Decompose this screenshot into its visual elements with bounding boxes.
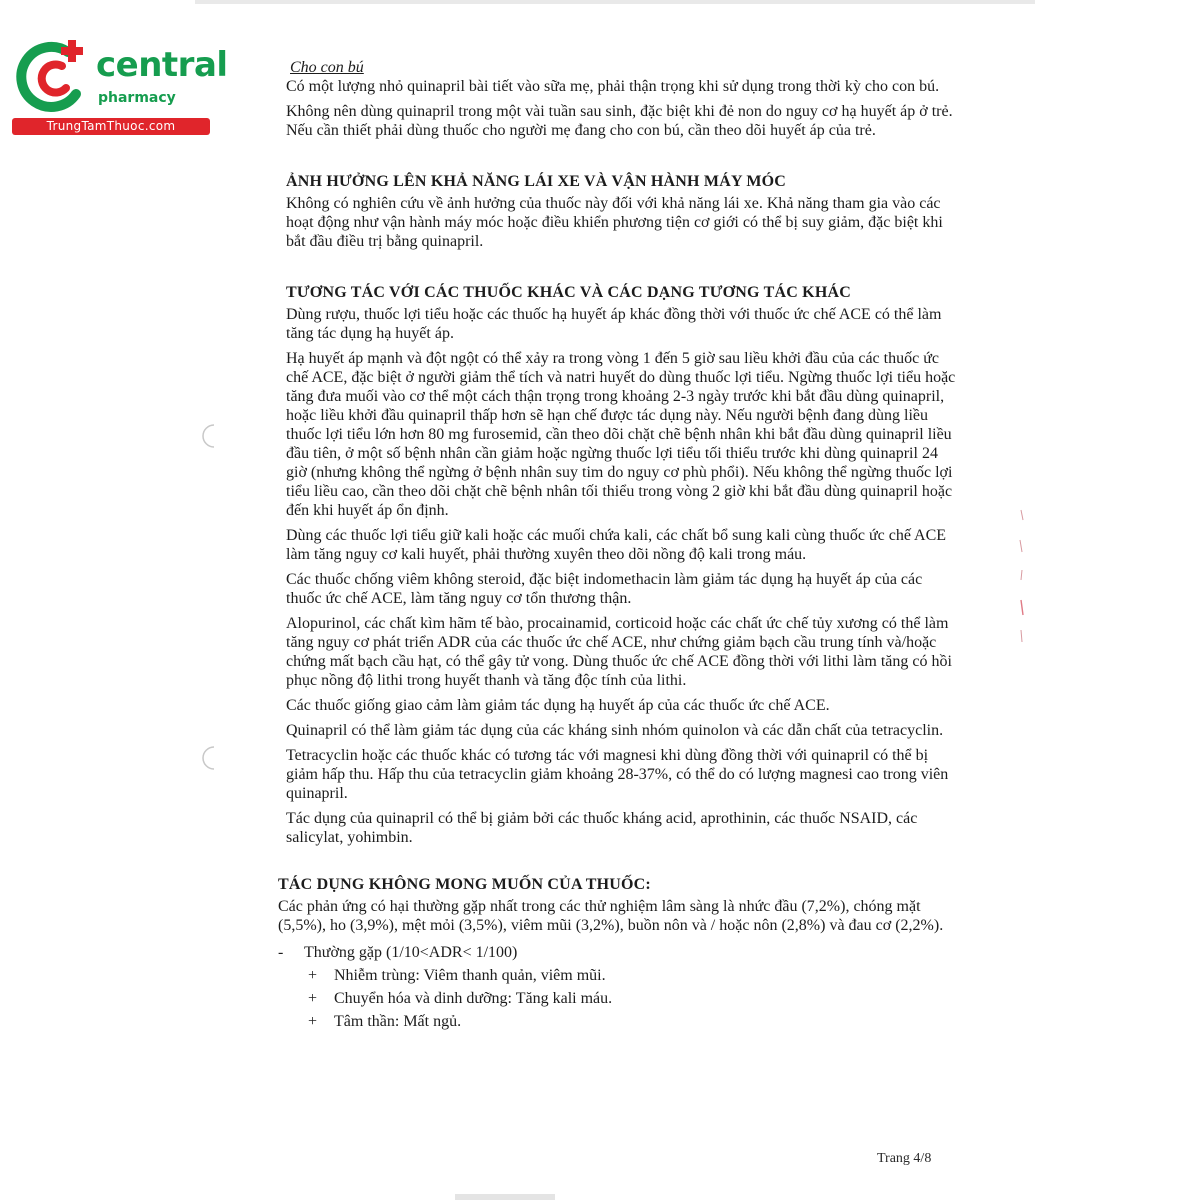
logo-website-banner[interactable]: TrungTamThuoc.com bbox=[12, 118, 210, 135]
paragraph: Không có nghiên cứu về ảnh hưởng của thuốc này đối với khả năng lái xe. Khả năng tham gia vào các hoạt động như vận hành máy móc hoặc điều khiển phương tiện cơ giới có thể bị suy giảm, đặc biệt khi bắt đầu điều trị bằng quinapril. bbox=[286, 195, 943, 250]
list-item-text: Tâm thần: Mất ngủ. bbox=[334, 1013, 462, 1030]
list-item bbox=[278, 941, 958, 964]
punch-hole-mark bbox=[202, 745, 216, 771]
paragraph: Alopurinol, các chất kìm hãm tế bào, procainamid, corticoid hoặc các chất ức chế tủy xương có thể làm tăng nguy cơ phát triển ADR của các thuốc ức chế ACE, như chứng giảm bạch cầu trung tính và/hoặc chứng mất bạch cầu hạt, có thể gây tử vong. Dùng thuốc ức chế ACE đồng thời với lithi làm tăng có hồi phục nồng độ lithi trong huyết thanh và tăng độc tính của lithi. bbox=[286, 615, 952, 689]
paragraph: Dùng các thuốc lợi tiểu giữ kali hoặc các muối chứa kali, các chất bổ sung kali cùng thuốc ức chế ACE làm tăng nguy cơ kali huyết, phải thường xuyên theo dõi nồng độ kali trong máu. bbox=[286, 527, 947, 563]
list-item bbox=[278, 987, 958, 1010]
list-item bbox=[278, 1010, 958, 1033]
list-item-text: Chuyển hóa và dinh dưỡng: Tăng kali máu. bbox=[334, 990, 613, 1007]
margin-stamp-marks bbox=[1015, 500, 1029, 660]
paragraph: Quinapril có thể làm giảm tác dụng của các kháng sinh nhóm quinolon và các dẫn chất của tetracyclin. bbox=[286, 722, 944, 739]
paragraph: Hạ huyết áp mạnh và đột ngột có thể xảy ra trong vòng 1 đến 5 giờ sau liều khởi đầu của các thuốc ức chế ACE, đặc biệt ở người giảm thể tích và natri huyết do dùng thuốc lợi tiểu. Ngừng thuốc lợi tiểu hoặc tăng đưa muối vào cơ thể một cách thận trọng trong khoảng 2-3 ngày trước khi bắt đầu dùng quinapril, hoặc liều khởi đầu quinapril thấp hơn sẽ hạn chế được tác dụng này. Nếu người bệnh đang dùng liều thuốc lợi tiểu lớn hơn 80 mg furosemid, cần theo dõi chặt chẽ bệnh nhân khi bắt đầu dùng quinapril liều đầu tiên, ở một số bệnh nhân cần giảm hoặc ngừng thuốc lợi tiểu tối thiểu trước khi dùng quinapril 24 giờ (nhưng không thể ngừng ở bệnh nhân suy tim do nguy cơ phù phổi). Nếu không thể ngừng thuốc lợi tiểu liều cao, cần theo dõi chặt chẽ bệnh nhân tối thiểu trong vòng 2 giờ khi bắt đầu dùng quinapril hoặc đến khi huyết áp ổn định. bbox=[286, 350, 956, 519]
page-number: Trang 4/8 bbox=[877, 1151, 932, 1166]
plus-bullet: + bbox=[308, 1013, 318, 1030]
logo-subtitle: pharmacy bbox=[98, 90, 176, 106]
dash-bullet: - bbox=[278, 944, 284, 961]
section-heading-interactions: TƯƠNG TÁC VỚI CÁC THUỐC KHÁC VÀ CÁC DẠNG TƯƠNG TÁC KHÁC bbox=[286, 284, 851, 301]
section-heading-driving: ẢNH HƯỞNG LÊN KHẢ NĂNG LÁI XE VÀ VẬN HÀNH MÁY MÓC bbox=[286, 173, 787, 190]
paragraph: Có một lượng nhỏ quinapril bài tiết vào sữa mẹ, phải thận trọng khi sử dụng trong thời kỳ cho con bú. bbox=[286, 78, 940, 95]
list-item-text: Nhiễm trùng: Viêm thanh quản, viêm mũi. bbox=[334, 967, 606, 984]
leaflet-content bbox=[278, 58, 958, 1033]
list-item bbox=[278, 964, 958, 987]
scan-edge-top bbox=[195, 0, 1035, 4]
paragraph: Tác dụng của quinapril có thể bị giảm bởi các thuốc kháng acid, aprothinin, các thuốc NSAID, các salicylat, yohimbin. bbox=[286, 810, 918, 846]
paragraph: Các thuốc giống giao cảm làm giảm tác dụng hạ huyết áp của các thuốc ức chế ACE. bbox=[286, 697, 830, 714]
paragraph: Các phản ứng có hại thường gặp nhất trong các thử nghiệm lâm sàng là nhức đầu (7,2%), chóng mặt (5,5%), ho (3,9%), mệt mỏi (3,5%), viêm mũi (3,2%), buồn nôn và / hoặc nôn (2,8%) và đau cơ (2,2%). bbox=[278, 898, 944, 934]
central-pharmacy-logo[interactable] bbox=[10, 38, 228, 138]
punch-hole-mark bbox=[202, 423, 216, 449]
scan-edge-bottom bbox=[455, 1194, 555, 1200]
plus-bullet: + bbox=[308, 967, 318, 984]
pharmacy-cross-icon bbox=[10, 38, 94, 118]
list-item-text: Thường gặp (1/10<ADR< 1/100) bbox=[304, 944, 518, 961]
paragraph: Không nên dùng quinapril trong một vài tuần sau sinh, đặc biệt khi đẻ non do nguy cơ hạ huyết áp ở trẻ. Nếu cần thiết phải dùng thuốc cho người mẹ đang cho con bú, cần theo dõi huyết áp của trẻ. bbox=[286, 103, 953, 139]
paragraph: Dùng rượu, thuốc lợi tiểu hoặc các thuốc hạ huyết áp khác đồng thời với thuốc ức chế ACE có thể làm tăng tác dụng hạ huyết áp. bbox=[286, 306, 942, 342]
section-heading-side-effects: TÁC DỤNG KHÔNG MONG MUỐN CỦA THUỐC: bbox=[278, 876, 651, 893]
plus-bullet: + bbox=[308, 990, 318, 1007]
subsection-heading-breastfeeding: Cho con bú bbox=[290, 59, 364, 76]
paragraph: Các thuốc chống viêm không steroid, đặc biệt indomethacin làm giảm tác dụng hạ huyết áp của các thuốc ức chế ACE, làm tăng nguy cơ tổn thương thận. bbox=[286, 571, 923, 607]
paragraph: Tetracyclin hoặc các thuốc khác có tương tác với magnesi khi dùng đồng thời với quinapril có thể bị giảm hấp thu. Hấp thu của tetracyclin giảm khoảng 28-37%, có thể do có lượng magnesi cao trong viên quinapril. bbox=[286, 747, 949, 802]
logo-brand-name: central bbox=[96, 45, 228, 85]
